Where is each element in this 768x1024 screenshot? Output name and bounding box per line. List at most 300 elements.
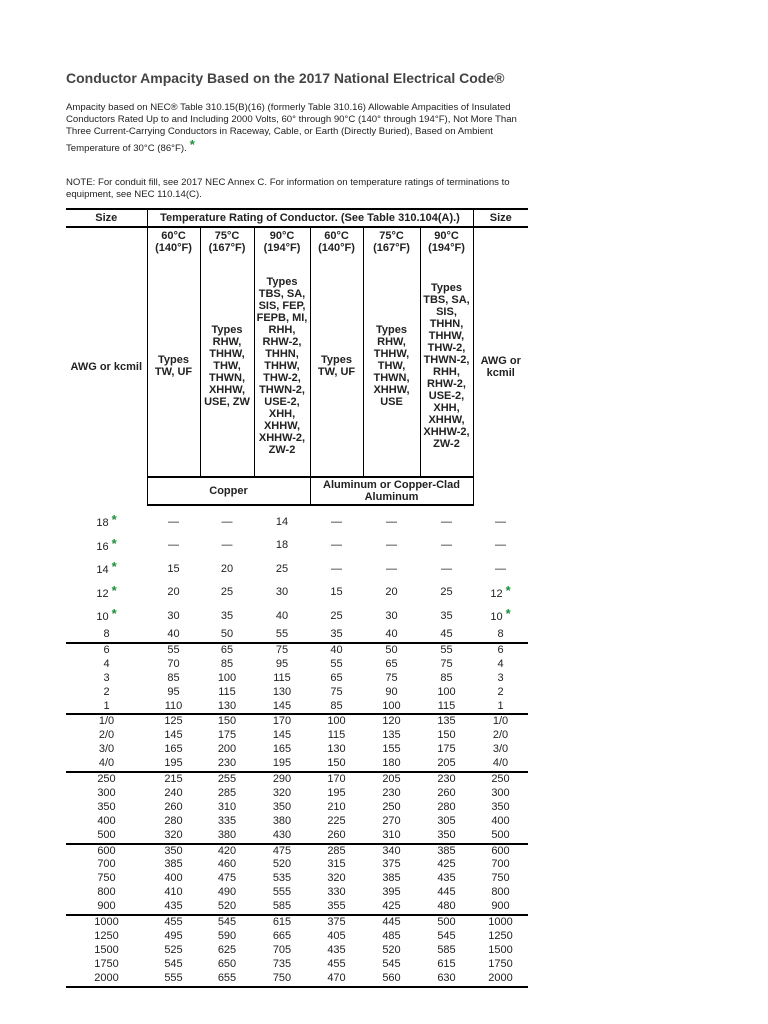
size-cell <box>66 581 147 605</box>
cell-value: 130 <box>327 743 346 756</box>
temp-header-cu-60: 60°C (140°F) <box>147 227 200 256</box>
ampacity-cell <box>363 900 420 915</box>
cell-value: 145 <box>272 699 292 712</box>
ampacity-cell <box>420 872 473 886</box>
ampacity-cell <box>200 557 254 581</box>
aluminum-header: Aluminum or Copper-Clad Aluminum <box>310 477 473 505</box>
cell-value: 650 <box>217 957 237 970</box>
cell-value: 445 <box>437 886 456 899</box>
cell-value: 545 <box>164 957 183 970</box>
cell-value: 35 <box>220 609 234 622</box>
cell-value: 250 <box>382 800 401 813</box>
size-cell <box>66 844 147 859</box>
cell-value: — <box>331 562 342 575</box>
cell-value: 4/0 <box>492 757 509 770</box>
ampacity-cell <box>420 886 473 900</box>
cell-value: 2 <box>103 685 110 698</box>
ampacity-cell <box>200 858 254 872</box>
size-cell <box>66 672 147 686</box>
size-cell <box>66 858 147 872</box>
cell-value: 455 <box>164 916 183 929</box>
cell-value: 800 <box>97 886 116 899</box>
ampacity-cell <box>200 900 254 915</box>
size-cell <box>473 729 528 743</box>
size-cell <box>473 801 528 815</box>
cell-value: 310 <box>382 828 401 841</box>
ampacity-cell <box>147 743 200 757</box>
ampacity-cell <box>147 915 200 930</box>
cell-value: 12 <box>96 587 109 600</box>
ampacity-cell <box>363 915 420 930</box>
ampacity-cell <box>310 743 363 757</box>
table-row <box>66 787 528 801</box>
cell-value: 135 <box>382 729 401 742</box>
cell-value: 475 <box>217 872 237 885</box>
ampacity-cell <box>310 829 363 844</box>
cell-value: 545 <box>217 916 237 929</box>
size-cell <box>66 604 147 628</box>
cell-value: 1/0 <box>98 715 115 728</box>
ampacity-cell <box>254 628 310 643</box>
ampacity-cell <box>254 915 310 930</box>
ampacity-cell <box>147 972 200 987</box>
ampacity-cell <box>310 787 363 801</box>
table-row <box>66 729 528 743</box>
cell-value: 520 <box>217 900 237 913</box>
size-cell <box>473 604 528 628</box>
ampacity-cell <box>420 829 473 844</box>
awg-header-right: AWG or kcmil <box>480 354 521 379</box>
footnote-star-icon: * <box>111 582 117 598</box>
cell-value: 615 <box>272 916 292 929</box>
ampacity-cell <box>200 581 254 605</box>
ampacity-cell <box>310 557 363 581</box>
cell-value: 180 <box>382 757 401 770</box>
ampacity-cell <box>420 930 473 944</box>
size-cell <box>66 658 147 672</box>
ampacity-cell <box>363 510 420 534</box>
size-cell <box>473 829 528 844</box>
ampacity-cell <box>147 534 200 558</box>
cell-value: 170 <box>272 715 292 728</box>
cell-value: — <box>441 562 452 575</box>
cell-value: 55 <box>167 643 180 656</box>
ampacity-cell <box>310 714 363 729</box>
cell-value: 40 <box>385 627 398 640</box>
cell-value: 555 <box>272 886 292 899</box>
ampacity-cell <box>147 643 200 658</box>
cell-value: 230 <box>217 757 237 770</box>
types-cu-75: Types RHW, THHW, THW, THWN, XHHW, USE, ZW <box>200 256 254 477</box>
ampacity-cell <box>254 858 310 872</box>
ampacity-cell <box>147 801 200 815</box>
cell-value: 315 <box>327 858 346 871</box>
cell-value: 400 <box>491 814 510 827</box>
ampacity-cell <box>363 643 420 658</box>
cell-value: 285 <box>217 786 237 799</box>
size-cell <box>66 714 147 729</box>
cell-value: 210 <box>327 800 346 813</box>
cell-value: 545 <box>382 957 401 970</box>
ampacity-cell <box>254 672 310 686</box>
ampacity-cell <box>310 858 363 872</box>
cell-value: 535 <box>272 872 292 885</box>
cell-value: 470 <box>327 971 346 984</box>
cell-value: 205 <box>382 773 401 786</box>
temp-header-cu-90: 90°C (194°F) <box>254 227 310 256</box>
ampacity-cell <box>200 628 254 643</box>
ampacity-cell <box>363 944 420 958</box>
cell-value: 175 <box>437 743 456 756</box>
intro-paragraph <box>66 102 536 155</box>
size-cell <box>473 534 528 558</box>
cell-value: 495 <box>164 930 183 942</box>
ampacity-cell <box>200 743 254 757</box>
cell-value: 260 <box>437 786 456 799</box>
cell-value: 100 <box>327 715 346 728</box>
cell-value: 490 <box>217 886 237 899</box>
ampacity-cell <box>147 672 200 686</box>
ampacity-cell <box>363 604 420 628</box>
ampacity-cell <box>310 915 363 930</box>
cell-value: 460 <box>217 858 237 871</box>
size-cell <box>66 944 147 958</box>
ampacity-cell <box>363 872 420 886</box>
ampacity-cell <box>254 958 310 972</box>
cell-value: 705 <box>272 943 292 956</box>
table-row <box>66 757 528 772</box>
cell-value: 155 <box>382 743 401 756</box>
cell-value: 2000 <box>94 971 119 984</box>
cell-value: 35 <box>330 627 343 640</box>
cell-value: 600 <box>491 844 510 857</box>
cell-value: 320 <box>164 828 183 841</box>
ampacity-cell <box>254 714 310 729</box>
cell-value: — <box>168 515 179 528</box>
cell-value: 300 <box>97 786 116 799</box>
cell-value: 16 <box>96 540 109 553</box>
ampacity-cell <box>200 915 254 930</box>
ampacity-cell <box>420 772 473 787</box>
cell-value: 50 <box>220 627 234 640</box>
cell-value: 250 <box>491 773 510 786</box>
size-cell <box>473 958 528 972</box>
size-cell <box>473 643 528 658</box>
size-cell <box>66 743 147 757</box>
ampacity-cell <box>147 944 200 958</box>
ampacity-cell <box>200 714 254 729</box>
size-cell <box>66 510 147 534</box>
cell-value: — <box>331 515 342 528</box>
temp-rating-header: Temperature Rating of Conductor. (See Table 310.104(A).) <box>147 209 473 227</box>
ampacity-cell <box>310 944 363 958</box>
cell-value: 500 <box>491 828 510 841</box>
size-cell <box>66 900 147 915</box>
cell-value: 330 <box>327 886 346 899</box>
cell-value: 300 <box>491 786 510 799</box>
ampacity-cell <box>200 972 254 987</box>
ampacity-cell <box>420 658 473 672</box>
cell-value: 25 <box>275 562 289 575</box>
cell-value: 130 <box>272 685 292 698</box>
cell-value: 20 <box>220 562 234 575</box>
cell-value: 215 <box>164 773 183 786</box>
ampacity-cell <box>147 930 200 944</box>
table-row <box>66 915 528 930</box>
ampacity-cell <box>363 714 420 729</box>
table-row <box>66 944 528 958</box>
ampacity-cell <box>420 915 473 930</box>
ampacity-cell <box>363 534 420 558</box>
size-cell <box>473 930 528 944</box>
footnote-star-icon: * <box>111 606 117 622</box>
ampacity-cell <box>147 658 200 672</box>
cell-value: 2/0 <box>492 729 509 742</box>
cell-value: 615 <box>437 957 456 970</box>
ampacity-cell <box>420 787 473 801</box>
ampacity-cell <box>310 581 363 605</box>
ampacity-cell <box>310 815 363 829</box>
cell-value: 1/0 <box>492 715 509 728</box>
ampacity-cell <box>363 858 420 872</box>
cell-value: 75 <box>275 643 289 656</box>
temp-header-al-90: 90°C (194°F) <box>420 227 473 256</box>
cell-value: 230 <box>437 773 456 786</box>
cell-value: 2000 <box>488 971 513 984</box>
cell-value: 95 <box>167 685 180 698</box>
cell-value: 2/0 <box>98 729 115 742</box>
cell-value: 520 <box>382 943 401 956</box>
footnote-star-icon: * <box>111 559 117 575</box>
cell-value: 1500 <box>488 943 513 956</box>
ampacity-cell <box>254 581 310 605</box>
cell-value: 280 <box>164 814 183 827</box>
cell-value: 425 <box>437 858 456 871</box>
cell-value: 150 <box>327 757 346 770</box>
cell-value: 85 <box>167 671 180 684</box>
ampacity-cell <box>420 604 473 628</box>
ampacity-cell <box>363 930 420 944</box>
size-cell <box>66 686 147 700</box>
cell-value: — <box>386 562 397 575</box>
ampacity-cell <box>200 844 254 859</box>
cell-value: 385 <box>382 872 401 885</box>
table-row <box>66 872 528 886</box>
page-title: Conductor Ampacity Based on the 2017 National Electrical Code® <box>66 70 505 86</box>
size-cell <box>473 581 528 605</box>
cell-value: 95 <box>275 657 289 670</box>
cell-value: 280 <box>437 800 456 813</box>
size-cell <box>473 557 528 581</box>
ampacity-cell <box>420 714 473 729</box>
ampacity-cell <box>310 729 363 743</box>
cell-value: 335 <box>217 814 237 827</box>
cell-value: 150 <box>217 715 237 728</box>
cell-value: 735 <box>272 957 292 970</box>
ampacity-cell <box>254 787 310 801</box>
cell-value: 205 <box>437 757 456 770</box>
cell-value: 385 <box>164 858 183 871</box>
types-al-90: Types TBS, SA, SIS, THHN, THHW, THW-2, THWN-2, RHH, RHW-2, USE-2, XHH, XHHW, XHHW-2, ZW-2 <box>420 256 473 477</box>
cell-value: 70 <box>167 657 180 670</box>
cell-value: 435 <box>164 900 183 913</box>
cell-value: 55 <box>330 657 343 670</box>
cell-value: — <box>441 539 452 552</box>
ampacity-cell <box>310 844 363 859</box>
ampacity-cell <box>310 628 363 643</box>
size-cell <box>66 972 147 987</box>
cell-value: 25 <box>440 586 453 599</box>
size-header-left: Size <box>66 209 147 227</box>
cell-value: 225 <box>327 814 346 827</box>
ampacity-cell <box>363 801 420 815</box>
ampacity-cell <box>200 672 254 686</box>
cell-value: 700 <box>97 858 116 871</box>
cell-value: 8 <box>497 627 504 640</box>
cell-value: 340 <box>382 844 401 857</box>
cell-value: 375 <box>382 858 401 871</box>
ampacity-cell <box>254 643 310 658</box>
cell-value: 590 <box>217 930 237 942</box>
cell-value: 385 <box>437 844 456 857</box>
cell-value: 260 <box>164 800 183 813</box>
table-row <box>66 886 528 900</box>
size-cell <box>66 915 147 930</box>
ampacity-cell <box>200 643 254 658</box>
table-row <box>66 534 528 558</box>
cell-value: 1750 <box>488 957 513 970</box>
size-cell <box>66 557 147 581</box>
footnote-star-icon: * <box>111 535 117 551</box>
ampacity-cell <box>310 772 363 787</box>
size-cell <box>66 930 147 944</box>
header-row-temps <box>66 227 528 256</box>
cell-value: 655 <box>217 971 237 984</box>
ampacity-cell <box>420 729 473 743</box>
cell-value: — <box>495 515 506 528</box>
size-cell <box>473 510 528 534</box>
ampacity-cell <box>147 510 200 534</box>
cell-value: 15 <box>330 586 343 599</box>
ampacity-cell <box>363 658 420 672</box>
cell-value: 2 <box>497 685 504 698</box>
cell-value: 350 <box>97 800 116 813</box>
ampacity-cell <box>363 686 420 700</box>
ampacity-cell <box>310 872 363 886</box>
cell-value: 30 <box>275 586 289 599</box>
size-cell <box>66 772 147 787</box>
ampacity-cell <box>420 510 473 534</box>
cell-value: 665 <box>272 930 292 942</box>
cell-value: 3/0 <box>492 743 509 756</box>
ampacity-cell <box>147 872 200 886</box>
cell-value: 310 <box>217 800 237 813</box>
cell-value: 260 <box>327 828 346 841</box>
table-row <box>66 858 528 872</box>
cell-value: 585 <box>272 900 292 913</box>
cell-value: 25 <box>330 609 343 622</box>
ampacity-cell <box>200 658 254 672</box>
note-paragraph: NOTE: For conduit fill, see 2017 NEC Annex C. For information on temperature ratings of terminations to equipment, see NEC 110.14(C). <box>66 177 510 201</box>
size-cell <box>473 772 528 787</box>
ampacity-cell <box>147 900 200 915</box>
ampacity-cell <box>200 787 254 801</box>
cell-value: 750 <box>491 872 510 885</box>
ampacity-cell <box>420 581 473 605</box>
cell-value: 195 <box>164 757 183 770</box>
ampacity-cell <box>254 886 310 900</box>
cell-value: 75 <box>330 685 343 698</box>
ampacity-cell <box>147 714 200 729</box>
ampacity-cell <box>363 844 420 859</box>
ampacity-cell <box>363 743 420 757</box>
cell-value: 30 <box>167 609 180 622</box>
ampacity-cell <box>200 686 254 700</box>
ampacity-cell <box>310 801 363 815</box>
cell-value: 350 <box>437 828 456 841</box>
size-cell <box>473 658 528 672</box>
ampacity-cell <box>147 729 200 743</box>
table-row <box>66 829 528 844</box>
ampacity-cell <box>363 700 420 715</box>
size-cell <box>66 534 147 558</box>
awg-header-left: AWG or kcmil <box>70 360 143 373</box>
size-cell <box>473 686 528 700</box>
cell-value: 100 <box>217 671 237 684</box>
size-cell <box>473 844 528 859</box>
ampacity-cell <box>420 557 473 581</box>
cell-value: 55 <box>440 643 453 656</box>
table-row <box>66 714 528 729</box>
size-cell <box>473 886 528 900</box>
table-row <box>66 581 528 605</box>
cell-value: 25 <box>220 586 234 599</box>
size-cell <box>473 757 528 772</box>
ampacity-cell <box>147 815 200 829</box>
cell-value: 290 <box>272 773 292 786</box>
cell-value: 10 <box>490 611 503 624</box>
cell-value: 320 <box>272 786 292 799</box>
ampacity-table-body <box>66 505 528 987</box>
ampacity-cell <box>200 772 254 787</box>
cell-value: 3 <box>103 671 110 684</box>
cell-value: 8 <box>103 627 110 640</box>
size-cell <box>66 757 147 772</box>
cell-value: 195 <box>327 786 346 799</box>
ampacity-cell <box>254 972 310 987</box>
temp-header-al-60: 60°C (140°F) <box>310 227 363 256</box>
size-cell <box>473 972 528 987</box>
cell-value: 555 <box>164 971 183 984</box>
cell-value: 14 <box>96 564 109 577</box>
cell-value: 45 <box>440 627 453 640</box>
ampacity-cell <box>200 815 254 829</box>
cell-value: 700 <box>491 858 510 871</box>
cell-value: — <box>495 562 506 575</box>
cell-value: 115 <box>273 671 291 684</box>
cell-value: — <box>386 539 397 552</box>
table-row <box>66 643 528 658</box>
cell-value: 750 <box>97 872 116 885</box>
cell-value: 285 <box>327 844 346 857</box>
cell-value: 355 <box>327 900 346 913</box>
ampacity-cell <box>147 772 200 787</box>
ampacity-cell <box>254 757 310 772</box>
table-row <box>66 801 528 815</box>
size-cell <box>66 829 147 844</box>
size-cell <box>66 787 147 801</box>
cell-value: 15 <box>167 562 180 575</box>
